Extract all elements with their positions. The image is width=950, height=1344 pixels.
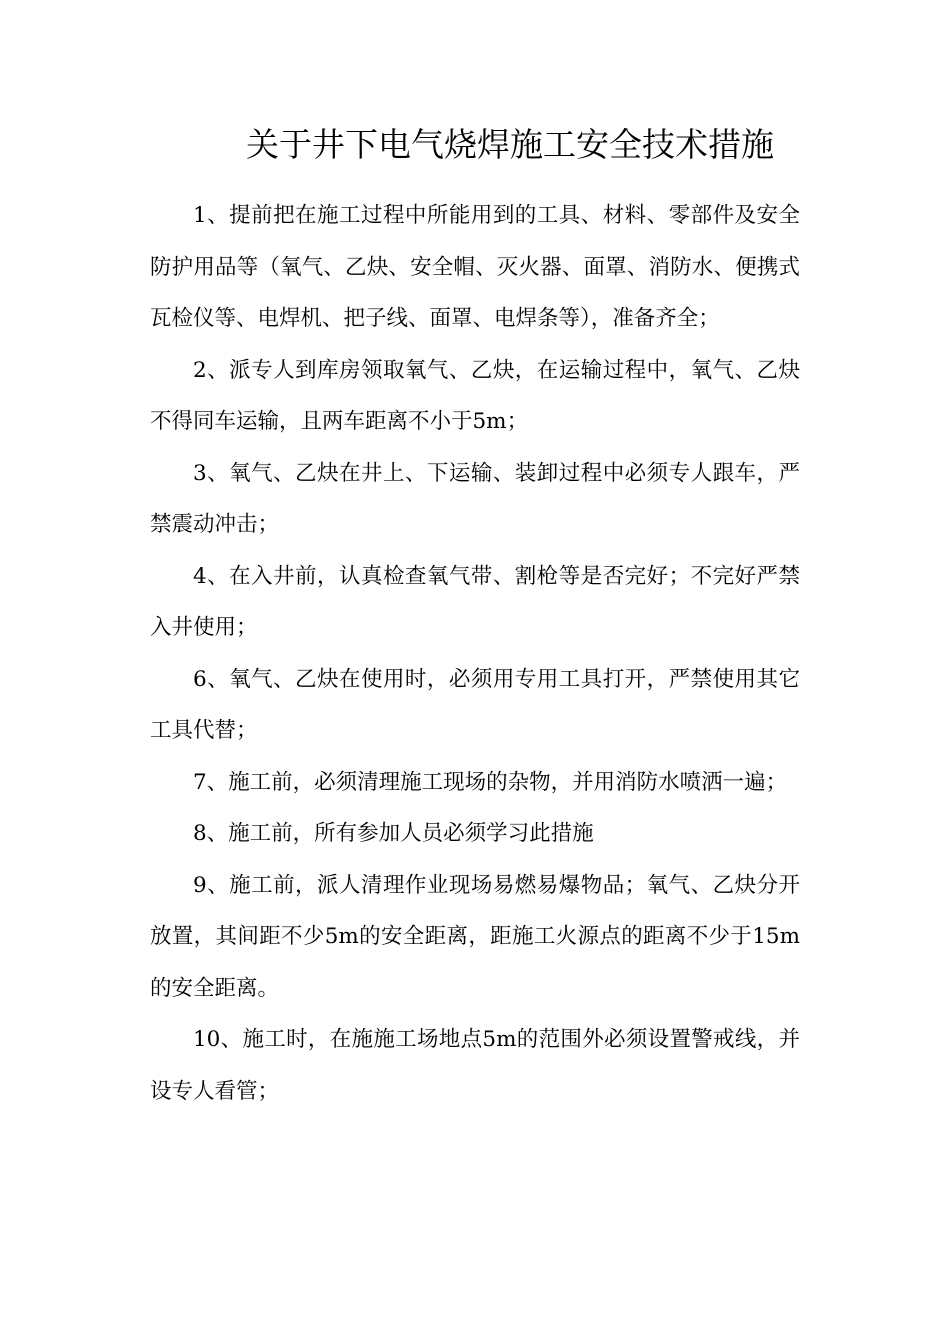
paragraph-1: 1、提前把在施工过程中所能用到的工具、材料、零部件及安全防护用品等（氧气、乙炔、安全帽、灭火器、面罩、消防水、便携式瓦检仪等、电焊机、把子线、面罩、电焊条等），准备齐全； [150, 203, 800, 331]
paragraph-7: 7、施工前，必须清理施工现场的杂物，并用消防水喷洒一遍； [193, 769, 788, 795]
paragraph-10: 10、施工时，在施施工场地点5m的范围外必须设置警戒线，并设专人看管； [150, 1027, 800, 1104]
document-body [150, 190, 800, 1117]
document-title: 关于井下电气烧焊施工安全技术措施 [246, 125, 774, 164]
paragraph-8: 8、施工前，所有参加人员必须学习此措施 [193, 821, 594, 846]
paragraph-2: 2、派专人到库房领取氧气、乙炔，在运输过程中，氧气、乙炔不得同车运输，且两车距离不小于5m； [150, 357, 800, 434]
paragraph-9: 9、施工前，派人清理作业现场易燃易爆物品；氧气、乙炔分开放置，其间距不少5m的安全距离，距施工火源点的距离不少于15m的安全距离。 [150, 872, 800, 1001]
paragraph-6: 6、氧气、乙炔在使用时，必须用专用工具打开，严禁使用其它工具代替； [150, 666, 800, 743]
paragraph-4: 4、在入井前，认真检查氧气带、割枪等是否完好；不完好严禁入井使用； [150, 563, 800, 640]
paragraph-3: 3、氧气、乙炔在井上、下运输、装卸过程中必须专人跟车，严禁震动冲击； [150, 460, 800, 537]
